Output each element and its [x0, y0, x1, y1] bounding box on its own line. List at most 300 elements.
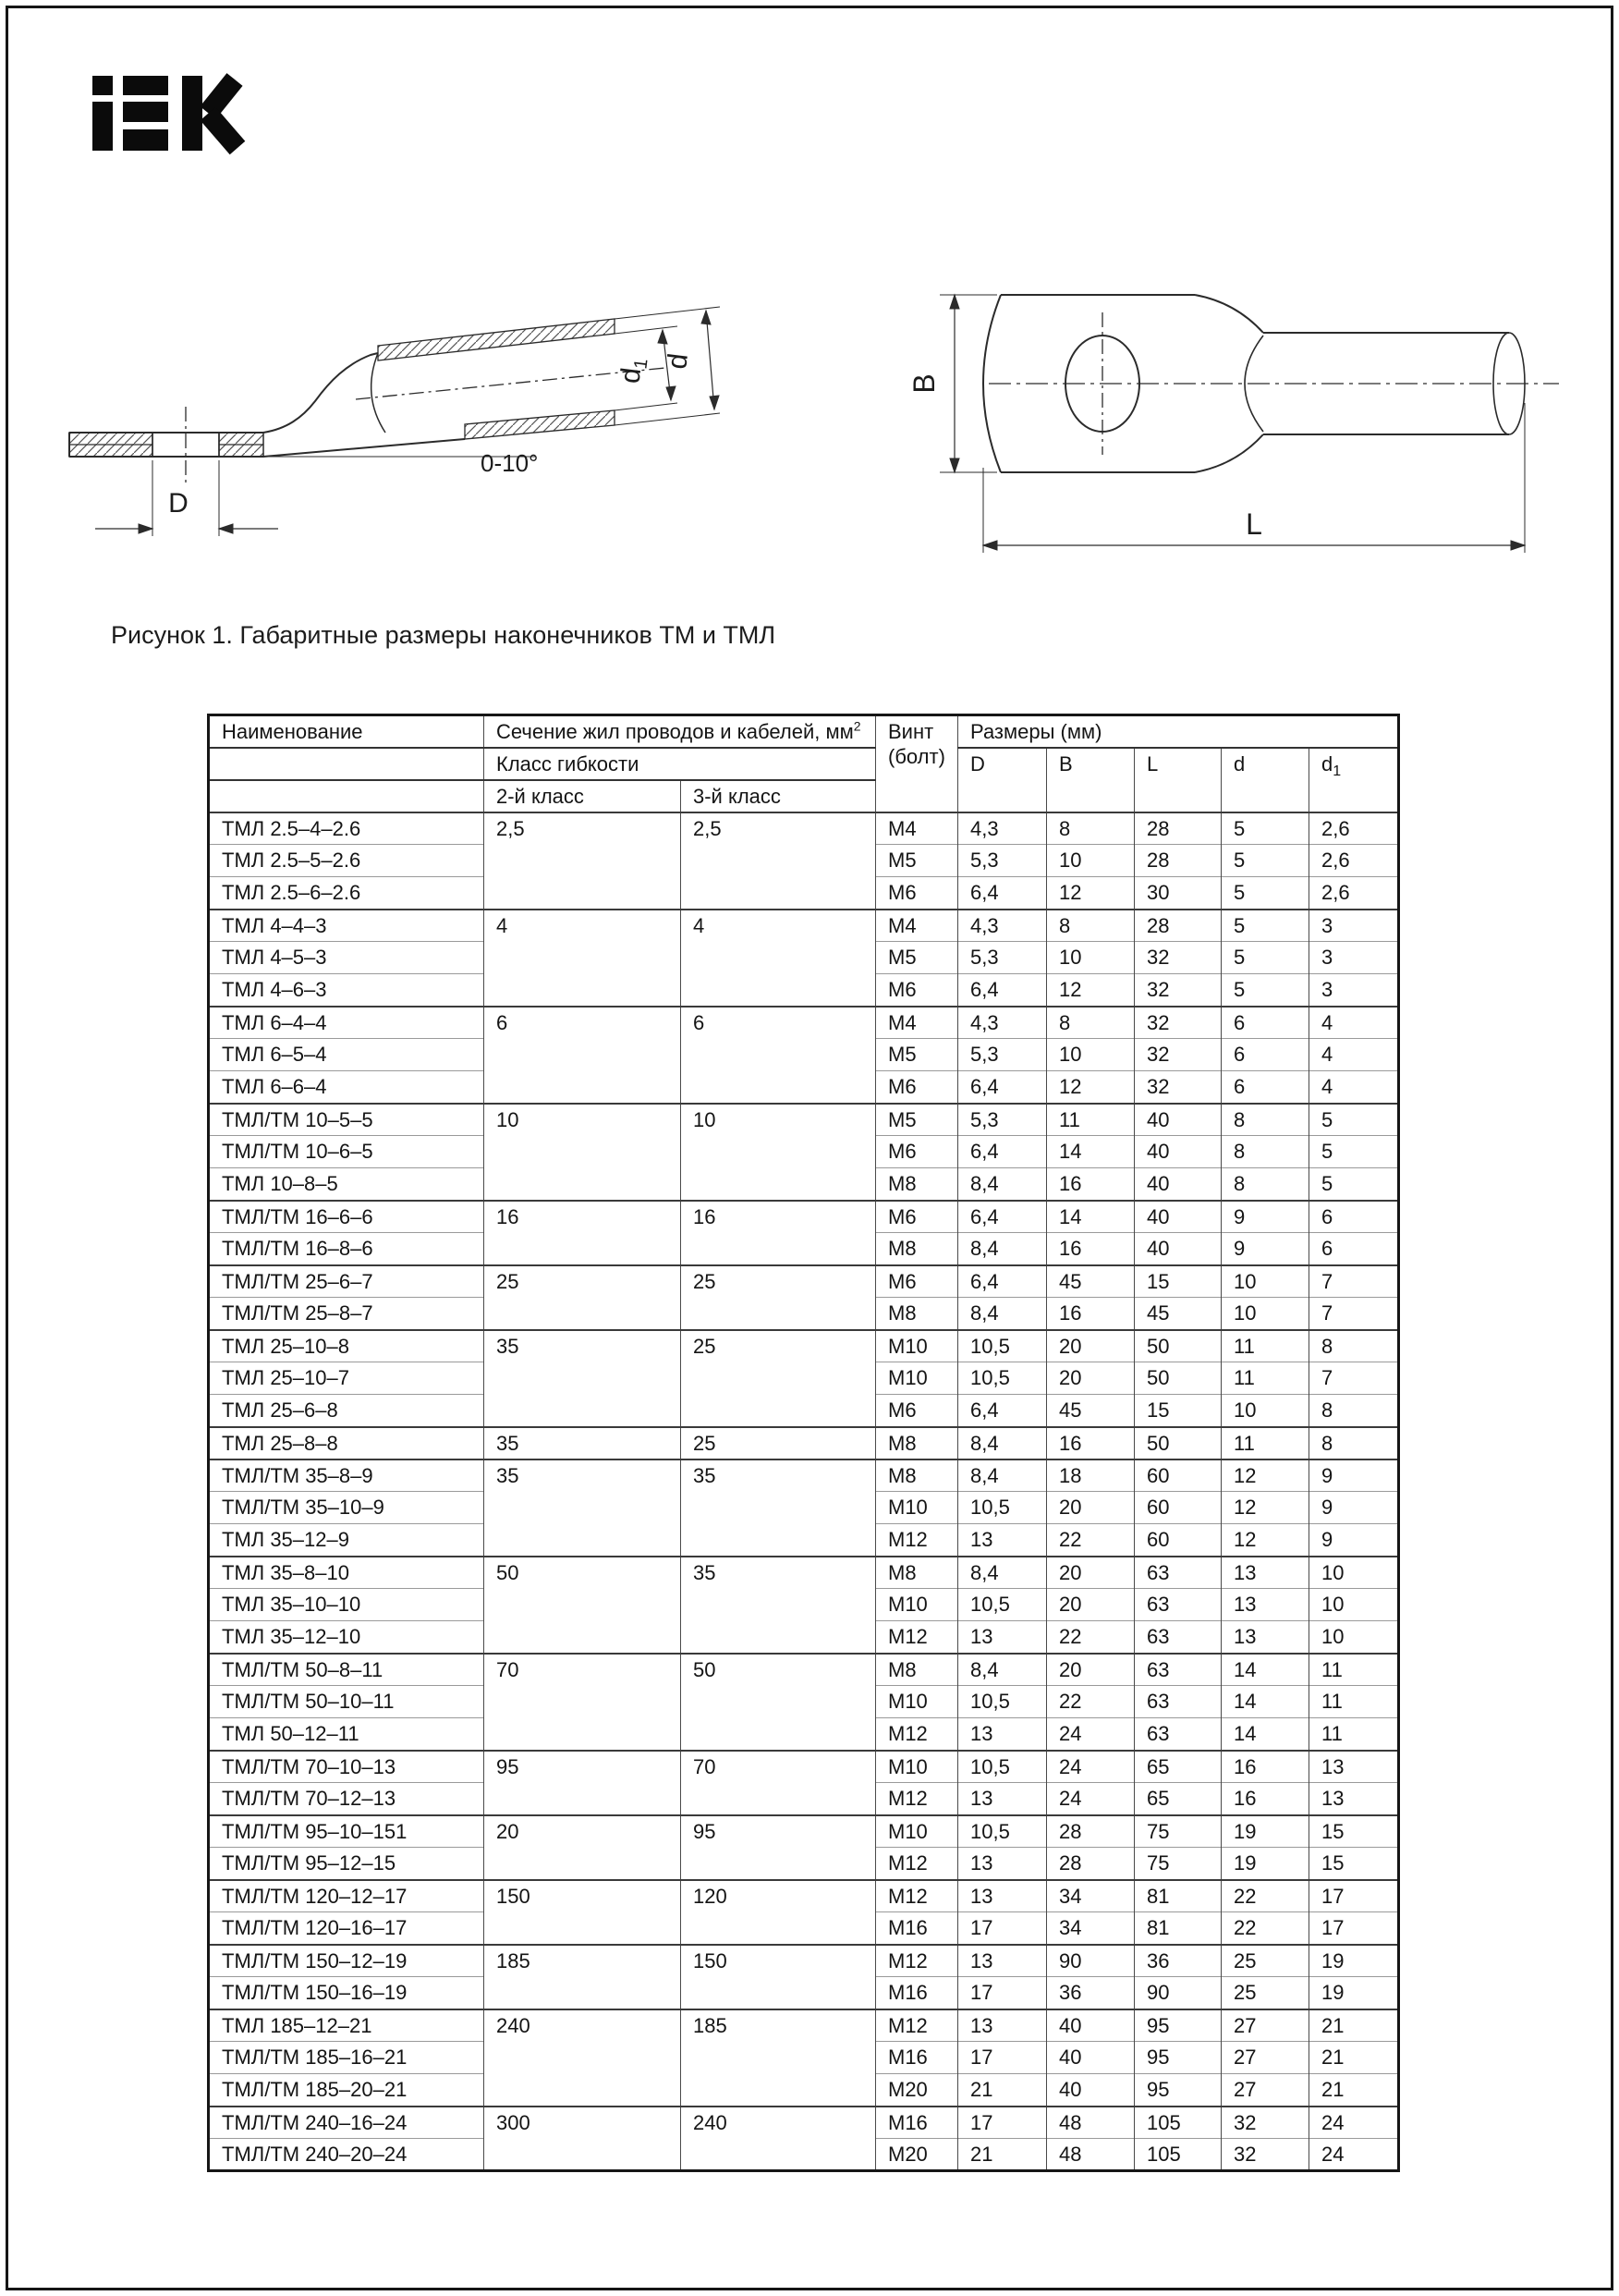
screw-cell: М12	[876, 1621, 958, 1654]
class3-cell: 35	[681, 1557, 876, 1654]
lug-name-cell: ТМЛ/ТМ 25–6–7	[209, 1265, 484, 1298]
d-cell: 5	[1222, 877, 1309, 910]
screw-cell: М5	[876, 1104, 958, 1136]
D-cell: 4,3	[958, 812, 1047, 845]
lug-name-cell: ТМЛ/ТМ 185–20–21	[209, 2074, 484, 2107]
screw-cell: М10	[876, 1362, 958, 1395]
lug-name-cell: ТМЛ/ТМ 240–16–24	[209, 2107, 484, 2139]
screw-cell: М12	[876, 1783, 958, 1815]
d1-cell: 9	[1309, 1492, 1399, 1524]
L-cell: 28	[1135, 910, 1222, 942]
L-cell: 90	[1135, 1977, 1222, 2009]
d1-cell: 10	[1309, 1621, 1399, 1654]
L-cell: 50	[1135, 1362, 1222, 1395]
L-cell: 32	[1135, 942, 1222, 974]
lug-name-cell: ТМЛ/ТМ 50–8–11	[209, 1654, 484, 1686]
d1-cell: 11	[1309, 1718, 1399, 1751]
B-cell: 28	[1047, 1848, 1135, 1880]
class2-cell: 2,5	[484, 812, 681, 910]
d-cell: 8	[1222, 1136, 1309, 1168]
col-D-header: D	[958, 748, 1047, 812]
screw-cell: М6	[876, 1201, 958, 1233]
B-cell: 90	[1047, 1945, 1135, 1977]
B-cell: 10	[1047, 942, 1135, 974]
screw-cell: М12	[876, 1718, 958, 1751]
D-cell: 17	[958, 2042, 1047, 2074]
col-name-header: Наименование	[209, 715, 484, 748]
D-cell: 6,4	[958, 1071, 1047, 1104]
col-dims-header: Размеры (мм)	[958, 715, 1399, 748]
lug-name-cell: ТМЛ 25–10–7	[209, 1362, 484, 1395]
d-cell: 14	[1222, 1686, 1309, 1718]
d1-cell: 17	[1309, 1880, 1399, 1912]
D-cell: 8,4	[958, 1427, 1047, 1459]
L-cell: 63	[1135, 1589, 1222, 1621]
L-cell: 50	[1135, 1427, 1222, 1459]
D-cell: 10,5	[958, 1362, 1047, 1395]
class2-cell: 185	[484, 1945, 681, 2009]
D-cell: 6,4	[958, 1201, 1047, 1233]
d-cell: 13	[1222, 1589, 1309, 1621]
B-cell: 14	[1047, 1201, 1135, 1233]
screw-cell: М10	[876, 1492, 958, 1524]
B-cell: 8	[1047, 1007, 1135, 1039]
d1-cell: 2,6	[1309, 845, 1399, 877]
B-cell: 48	[1047, 2139, 1135, 2171]
screw-cell: М6	[876, 1136, 958, 1168]
class3-cell: 150	[681, 1945, 876, 2009]
B-cell: 20	[1047, 1589, 1135, 1621]
class3-cell: 120	[681, 1880, 876, 1945]
B-cell: 16	[1047, 1168, 1135, 1201]
d-cell: 27	[1222, 2009, 1309, 2042]
lug-name-cell: ТМЛ/ТМ 50–10–11	[209, 1686, 484, 1718]
col-B-header: B	[1047, 748, 1135, 812]
lug-name-cell: ТМЛ/ТМ 95–12–15	[209, 1848, 484, 1880]
d-cell: 10	[1222, 1298, 1309, 1330]
d-cell: 6	[1222, 1007, 1309, 1039]
table-row	[209, 1751, 1399, 1783]
D-cell: 4,3	[958, 1007, 1047, 1039]
screw-cell: М6	[876, 1395, 958, 1427]
B-cell: 40	[1047, 2042, 1135, 2074]
col-screw-header: Винт (болт)	[876, 715, 958, 812]
L-cell: 65	[1135, 1783, 1222, 1815]
B-cell: 8	[1047, 812, 1135, 845]
D-cell: 13	[958, 1524, 1047, 1557]
lug-name-cell: ТМЛ 35–12–9	[209, 1524, 484, 1557]
L-cell: 81	[1135, 1880, 1222, 1912]
screw-cell: М8	[876, 1427, 958, 1459]
lug-name-cell: ТМЛ 2.5–4–2.6	[209, 812, 484, 845]
lug-name-cell: ТМЛ/ТМ 185–16–21	[209, 2042, 484, 2074]
B-cell: 24	[1047, 1751, 1135, 1783]
table-row	[209, 1945, 1399, 1977]
d1-cell: 3	[1309, 942, 1399, 974]
class3-header: 3-й класс	[681, 780, 876, 812]
angle-label: 0-10°	[481, 449, 539, 477]
d1-cell: 6	[1309, 1201, 1399, 1233]
B-cell: 20	[1047, 1362, 1135, 1395]
iek-logo	[89, 70, 255, 163]
d-cell: 5	[1222, 942, 1309, 974]
table-row	[209, 1265, 1399, 1298]
D-cell: 10,5	[958, 1330, 1047, 1362]
lug-name-cell: ТМЛ/ТМ 10–5–5	[209, 1104, 484, 1136]
B-cell: 8	[1047, 910, 1135, 942]
L-cell: 28	[1135, 812, 1222, 845]
d-cell: 10	[1222, 1395, 1309, 1427]
d1-cell: 10	[1309, 1557, 1399, 1589]
screw-cell: М8	[876, 1298, 958, 1330]
L-cell: 40	[1135, 1201, 1222, 1233]
lug-name-cell: ТМЛ/ТМ 35–8–9	[209, 1459, 484, 1492]
section-superscript: 2	[853, 718, 861, 734]
B-cell: 45	[1047, 1265, 1135, 1298]
d1-cell: 7	[1309, 1298, 1399, 1330]
class2-cell: 25	[484, 1265, 681, 1330]
screw-cell: М4	[876, 812, 958, 845]
L-cell: 60	[1135, 1459, 1222, 1492]
D-cell: 17	[958, 1912, 1047, 1945]
lug-name-cell: ТМЛ 25–10–8	[209, 1330, 484, 1362]
d-cell: 32	[1222, 2139, 1309, 2171]
class2-cell: 20	[484, 1815, 681, 1880]
class2-cell: 16	[484, 1201, 681, 1265]
screw-cell: М10	[876, 1589, 958, 1621]
d-cell: 5	[1222, 812, 1309, 845]
D-cell: 4,3	[958, 910, 1047, 942]
d1-cell: 4	[1309, 1071, 1399, 1104]
d1-cell: 8	[1309, 1395, 1399, 1427]
class2-cell: 95	[484, 1751, 681, 1815]
class3-cell: 2,5	[681, 812, 876, 910]
B-cell: 24	[1047, 1718, 1135, 1751]
screw-cell: М8	[876, 1168, 958, 1201]
class2-header: 2-й класс	[484, 780, 681, 812]
lug-name-cell: ТМЛ 6–5–4	[209, 1039, 484, 1071]
screw-cell: М12	[876, 2009, 958, 2042]
L-cell: 63	[1135, 1686, 1222, 1718]
table-row	[209, 1880, 1399, 1912]
class2-cell: 6	[484, 1007, 681, 1104]
lug-name-cell: ТМЛ 6–6–4	[209, 1071, 484, 1104]
header-row-1	[209, 715, 1399, 748]
d-cell: 9	[1222, 1201, 1309, 1233]
D-cell: 13	[958, 1945, 1047, 1977]
class3-cell: 95	[681, 1815, 876, 1880]
class2-cell: 150	[484, 1880, 681, 1945]
lug-name-cell: ТМЛ 2.5–6–2.6	[209, 877, 484, 910]
col-d-header: d	[1222, 748, 1309, 812]
d1-cell: 2,6	[1309, 812, 1399, 845]
D-cell: 13	[958, 1880, 1047, 1912]
B-cell: 14	[1047, 1136, 1135, 1168]
lug-name-cell: ТМЛ 35–10–10	[209, 1589, 484, 1621]
table-row	[209, 1654, 1399, 1686]
B-cell: 22	[1047, 1686, 1135, 1718]
B-cell: 10	[1047, 1039, 1135, 1071]
d1-cell: 5	[1309, 1136, 1399, 1168]
D-cell: 21	[958, 2139, 1047, 2171]
class2-cell: 35	[484, 1459, 681, 1557]
B-cell: 20	[1047, 1330, 1135, 1362]
L-cell: 60	[1135, 1492, 1222, 1524]
class3-cell: 50	[681, 1654, 876, 1751]
B-cell: 11	[1047, 1104, 1135, 1136]
B-cell: 12	[1047, 974, 1135, 1007]
d1-cell: 7	[1309, 1362, 1399, 1395]
d-cell: 14	[1222, 1654, 1309, 1686]
d-cell: 19	[1222, 1815, 1309, 1848]
d-cell: 19	[1222, 1848, 1309, 1880]
lug-name-cell: ТМЛ/ТМ 35–10–9	[209, 1492, 484, 1524]
table-row	[209, 1201, 1399, 1233]
L-cell: 40	[1135, 1168, 1222, 1201]
dim-label-d1: $d_1$	[615, 357, 652, 385]
lug-name-cell: ТМЛ 35–12–10	[209, 1621, 484, 1654]
lug-name-cell: ТМЛ/ТМ 240–20–24	[209, 2139, 484, 2171]
screw-cell: М10	[876, 1330, 958, 1362]
d1-cell: 13	[1309, 1783, 1399, 1815]
col-section-header: Сечение жил проводов и кабелей, $мм^2$	[484, 715, 876, 748]
class3-cell: 240	[681, 2107, 876, 2171]
d1-cell: 8	[1309, 1330, 1399, 1362]
L-cell: 30	[1135, 877, 1222, 910]
screw-cell: М16	[876, 2107, 958, 2139]
screw-cell: М10	[876, 1751, 958, 1783]
L-cell: 95	[1135, 2042, 1222, 2074]
d1-cell: 9	[1309, 1459, 1399, 1492]
L-cell: 95	[1135, 2074, 1222, 2107]
L-cell: 105	[1135, 2139, 1222, 2171]
D-cell: 13	[958, 1783, 1047, 1815]
d-cell: 9	[1222, 1233, 1309, 1265]
d1-cell: 6	[1309, 1233, 1399, 1265]
lug-name-cell: ТМЛ/ТМ 25–8–7	[209, 1298, 484, 1330]
d-cell: 5	[1222, 974, 1309, 1007]
screw-cell: М16	[876, 1912, 958, 1945]
screw-cell: М8	[876, 1233, 958, 1265]
B-cell: 36	[1047, 1977, 1135, 2009]
D-cell: 13	[958, 1718, 1047, 1751]
d-cell: 16	[1222, 1783, 1309, 1815]
D-cell: 13	[958, 2009, 1047, 2042]
B-cell: 22	[1047, 1621, 1135, 1654]
D-cell: 6,4	[958, 1136, 1047, 1168]
L-cell: 36	[1135, 1945, 1222, 1977]
dimensions-table	[207, 714, 1400, 2172]
class2-cell: 300	[484, 2107, 681, 2171]
class2-cell: 35	[484, 1330, 681, 1427]
d-cell: 8	[1222, 1168, 1309, 1201]
B-cell: 18	[1047, 1459, 1135, 1492]
class2-cell: 10	[484, 1104, 681, 1201]
D-cell: 13	[958, 1621, 1047, 1654]
d1-cell: 21	[1309, 2074, 1399, 2107]
d1-cell: 9	[1309, 1524, 1399, 1557]
lug-name-cell: ТМЛ/ТМ 120–16–17	[209, 1912, 484, 1945]
B-cell: 40	[1047, 2009, 1135, 2042]
class3-cell: 10	[681, 1104, 876, 1201]
B-cell: 16	[1047, 1298, 1135, 1330]
d1-cell: 21	[1309, 2042, 1399, 2074]
lug-name-cell: ТМЛ 4–5–3	[209, 942, 484, 974]
col-L-header: L	[1135, 748, 1222, 812]
L-cell: 60	[1135, 1524, 1222, 1557]
class3-cell: 25	[681, 1265, 876, 1330]
D-cell: 6,4	[958, 877, 1047, 910]
D-cell: 10,5	[958, 1589, 1047, 1621]
screw-cell: М20	[876, 2074, 958, 2107]
table-row	[209, 812, 1399, 845]
d-cell: 10	[1222, 1265, 1309, 1298]
L-cell: 63	[1135, 1557, 1222, 1589]
D-cell: 5,3	[958, 845, 1047, 877]
D-cell: 8,4	[958, 1233, 1047, 1265]
screw-cell: М6	[876, 974, 958, 1007]
lug-name-cell: ТМЛ 25–6–8	[209, 1395, 484, 1427]
table-row	[209, 1104, 1399, 1136]
class3-cell: 185	[681, 2009, 876, 2107]
D-cell: 17	[958, 2107, 1047, 2139]
lug-name-cell: ТМЛ 2.5–5–2.6	[209, 845, 484, 877]
B-cell: 48	[1047, 2107, 1135, 2139]
screw-cell: М10	[876, 1686, 958, 1718]
screw-cell: М12	[876, 1524, 958, 1557]
table-row	[209, 1427, 1399, 1459]
D-cell: 8,4	[958, 1168, 1047, 1201]
d-cell: 13	[1222, 1621, 1309, 1654]
B-cell: 20	[1047, 1557, 1135, 1589]
class3-cell: 16	[681, 1201, 876, 1265]
L-cell: 32	[1135, 1071, 1222, 1104]
screw-cell: М5	[876, 845, 958, 877]
header-row-2	[209, 748, 1399, 780]
d1-cell: 13	[1309, 1751, 1399, 1783]
L-cell: 65	[1135, 1751, 1222, 1783]
L-cell: 40	[1135, 1233, 1222, 1265]
D-cell: 17	[958, 1977, 1047, 2009]
class3-cell: 25	[681, 1330, 876, 1427]
lug-name-cell: ТМЛ 50–12–11	[209, 1718, 484, 1751]
B-cell: 28	[1047, 1815, 1135, 1848]
L-cell: 105	[1135, 2107, 1222, 2139]
table-row	[209, 1007, 1399, 1039]
d-cell: 25	[1222, 1977, 1309, 2009]
L-cell: 28	[1135, 845, 1222, 877]
B-cell: 10	[1047, 845, 1135, 877]
D-cell: 21	[958, 2074, 1047, 2107]
B-cell: 45	[1047, 1395, 1135, 1427]
d-cell: 12	[1222, 1459, 1309, 1492]
d-cell: 22	[1222, 1880, 1309, 1912]
D-cell: 10,5	[958, 1751, 1047, 1783]
d1-cell: 15	[1309, 1848, 1399, 1880]
L-cell: 63	[1135, 1718, 1222, 1751]
lug-name-cell: ТМЛ/ТМ 150–12–19	[209, 1945, 484, 1977]
L-cell: 32	[1135, 974, 1222, 1007]
L-cell: 63	[1135, 1654, 1222, 1686]
table-row	[209, 1557, 1399, 1589]
screw-cell: М5	[876, 1039, 958, 1071]
screw-cell: М6	[876, 877, 958, 910]
table-row	[209, 2009, 1399, 2042]
d-cell: 5	[1222, 910, 1309, 942]
L-cell: 75	[1135, 1848, 1222, 1880]
screw-cell: М5	[876, 942, 958, 974]
d1-cell: 8	[1309, 1427, 1399, 1459]
d1-cell: 5	[1309, 1168, 1399, 1201]
d-cell: 27	[1222, 2074, 1309, 2107]
table-header	[209, 715, 1399, 812]
L-cell: 81	[1135, 1912, 1222, 1945]
col-name-spacer	[209, 748, 484, 780]
d1-cell: 15	[1309, 1815, 1399, 1848]
dim-label-D: D	[168, 488, 189, 519]
d1-cell: 4	[1309, 1039, 1399, 1071]
D-cell: 5,3	[958, 1039, 1047, 1071]
d1-cell: 11	[1309, 1654, 1399, 1686]
lug-name-cell: ТМЛ 25–8–8	[209, 1427, 484, 1459]
D-cell: 8,4	[958, 1557, 1047, 1589]
lug-name-cell: ТМЛ/ТМ 120–12–17	[209, 1880, 484, 1912]
top-view-drawing	[901, 172, 1585, 579]
lug-name-cell: ТМЛ 4–6–3	[209, 974, 484, 1007]
L-cell: 15	[1135, 1395, 1222, 1427]
screw-cell: М16	[876, 1977, 958, 2009]
d-cell: 27	[1222, 2042, 1309, 2074]
d1-cell: 19	[1309, 1945, 1399, 1977]
d1-cell: 3	[1309, 910, 1399, 942]
d-cell: 6	[1222, 1071, 1309, 1104]
d-cell: 22	[1222, 1912, 1309, 1945]
screw-cell: М12	[876, 1945, 958, 1977]
screw-cell: М4	[876, 1007, 958, 1039]
dim-label-B: B	[907, 373, 941, 394]
B-cell: 20	[1047, 1492, 1135, 1524]
d-cell: 12	[1222, 1492, 1309, 1524]
lug-name-cell: ТМЛ 6–4–4	[209, 1007, 484, 1039]
lug-name-cell: ТМЛ 4–4–3	[209, 910, 484, 942]
L-cell: 32	[1135, 1007, 1222, 1039]
d-cell: 6	[1222, 1039, 1309, 1071]
lug-name-cell: ТМЛ/ТМ 70–10–13	[209, 1751, 484, 1783]
col-d1-header: $d_1$	[1309, 748, 1399, 812]
d-cell: 25	[1222, 1945, 1309, 1977]
class2-cell: 50	[484, 1557, 681, 1654]
screw-cell: М12	[876, 1880, 958, 1912]
class2-cell: 240	[484, 2009, 681, 2107]
class2-cell: 4	[484, 910, 681, 1007]
screw-cell: М10	[876, 1815, 958, 1848]
lug-name-cell: ТМЛ/ТМ 70–12–13	[209, 1783, 484, 1815]
d1-cell: 7	[1309, 1265, 1399, 1298]
L-cell: 63	[1135, 1621, 1222, 1654]
L-cell: 75	[1135, 1815, 1222, 1848]
d1-cell: 11	[1309, 1686, 1399, 1718]
d1-cell: 21	[1309, 2009, 1399, 2042]
L-cell: 45	[1135, 1298, 1222, 1330]
lug-name-cell: ТМЛ 185–12–21	[209, 2009, 484, 2042]
d1-cell: 2,6	[1309, 877, 1399, 910]
screw-cell: М6	[876, 1071, 958, 1104]
B-cell: 24	[1047, 1783, 1135, 1815]
D-cell: 6,4	[958, 1395, 1047, 1427]
D-cell: 8,4	[958, 1459, 1047, 1492]
B-cell: 16	[1047, 1233, 1135, 1265]
d1-cell: 24	[1309, 2139, 1399, 2171]
